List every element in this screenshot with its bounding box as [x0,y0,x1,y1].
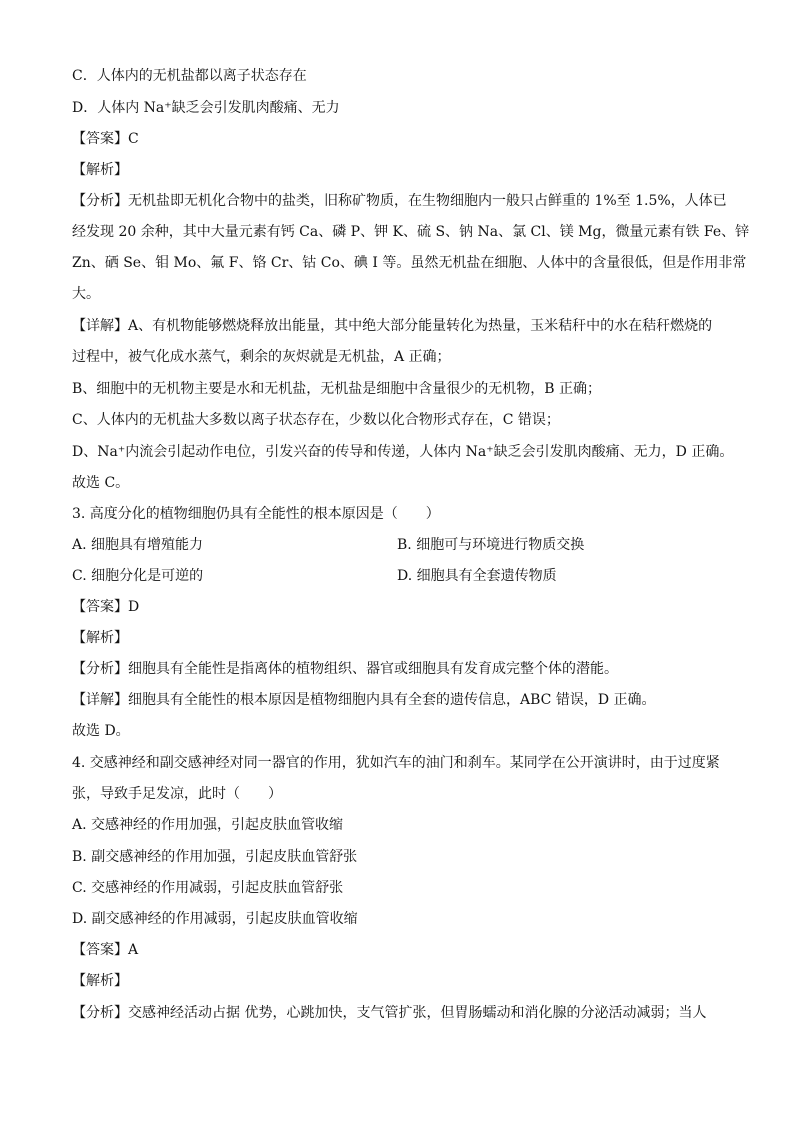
analysis-paragraph: 【分析】无机盐即无机化合物中的盐类，旧称矿物质，在生物细胞内一般只占鲜重的 1%至 1.5%，人体已 [72,193,727,209]
analysis-heading: 【解析】 [72,630,128,646]
option-c-text: C．人体内的无机盐都以离子状态存在 [72,68,307,84]
question-3-option-c: C. 细胞分化是可逆的 [72,568,204,584]
question-4-option-d: D. 副交感神经的作用减弱，引起皮肤血管收缩 [72,911,358,927]
question-3-stem: 3. 高度分化的植物细胞仍具有全能性的根本原因是（ ） [72,506,440,522]
answer-label: 【答案】A [72,942,139,958]
conclusion-text: 故选 D。 [72,723,130,739]
answer-label: 【答案】C [72,131,139,147]
analysis-heading: 【解析】 [72,162,128,178]
analysis-paragraph: 大。 [72,286,100,302]
detail-paragraph: C、人体内的无机盐大多数以离子状态存在，少数以化合物形式存在，C 错误； [72,412,560,428]
question-3-option-a: A. 细胞具有增殖能力 [72,537,204,553]
detail-paragraph: B、细胞中的无机物主要是水和无机盐，无机盐是细胞中含量很少的无机物，B 正确； [72,381,602,397]
analysis-paragraph: Zn、硒 Se、钼 Mo、氟 F、铬 Cr、钴 Co、碘 I 等。虽然无机盐在细胞、人体中的含量很低，但是作用非常 [72,255,747,271]
question-3-option-b: B. 细胞可与环境进行物质交换 [397,537,585,553]
analysis-heading: 【解析】 [72,973,128,989]
detail-paragraph: D、Na⁺内流会引起动作电位，引发兴奋的传导和传递，人体内 Na⁺缺乏会引发肌肉酸痛、无力，D 正确。 [72,444,734,460]
question-4-option-c: C. 交感神经的作用减弱，引起皮肤血管舒张 [72,880,344,896]
analysis-paragraph: 【分析】交感神经活动占据 优势，心跳加快，支气管扩张，但胃肠蠕动和消化腺的分泌活动减弱；当人 [72,1005,707,1021]
question-4-stem: 4. 交感神经和副交感神经对同一器官的作用，犹如汽车的油门和刹车。某同学在公开演讲时，由于过度紧 [72,755,720,771]
conclusion-text: 故选 C。 [72,475,130,491]
detail-paragraph: 【详解】细胞具有全能性的根本原因是植物细胞内具有全套的遗传信息，ABC 错误，D 正确。 [72,692,656,708]
question-4-option-a: A. 交感神经的作用加强，引起皮肤血管收缩 [72,817,344,833]
answer-label: 【答案】D [72,599,140,615]
analysis-paragraph: 【分析】细胞具有全能性是指离体的植物组织、器官或细胞具有发育成完整个体的潜能。 [72,661,618,677]
detail-paragraph: 【详解】A、有机物能够燃烧释放出能量，其中绝大部分能量转化为热量，玉米秸秆中的水在秸秆燃烧的 [72,318,713,334]
question-3-option-d: D. 细胞具有全套遗传物质 [397,568,557,584]
question-4-option-b: B. 副交感神经的作用加强，引起皮肤血管舒张 [72,849,358,865]
question-4-stem: 张，导致手足发凉，此时（ ） [72,786,282,802]
detail-paragraph: 过程中，被气化成水蒸气，剩余的灰烬就是无机盐，A 正确； [72,349,451,365]
option-d-text: D．人体内 Na⁺缺乏会引发肌肉酸痛、无力 [72,100,340,116]
analysis-paragraph: 经发现 20 余种，其中大量元素有钙 Ca、磷 P、钾 K、硫 S、钠 Na、氯 Cl、镁 Mg，微量元素有铁 Fe、锌 [72,224,750,240]
